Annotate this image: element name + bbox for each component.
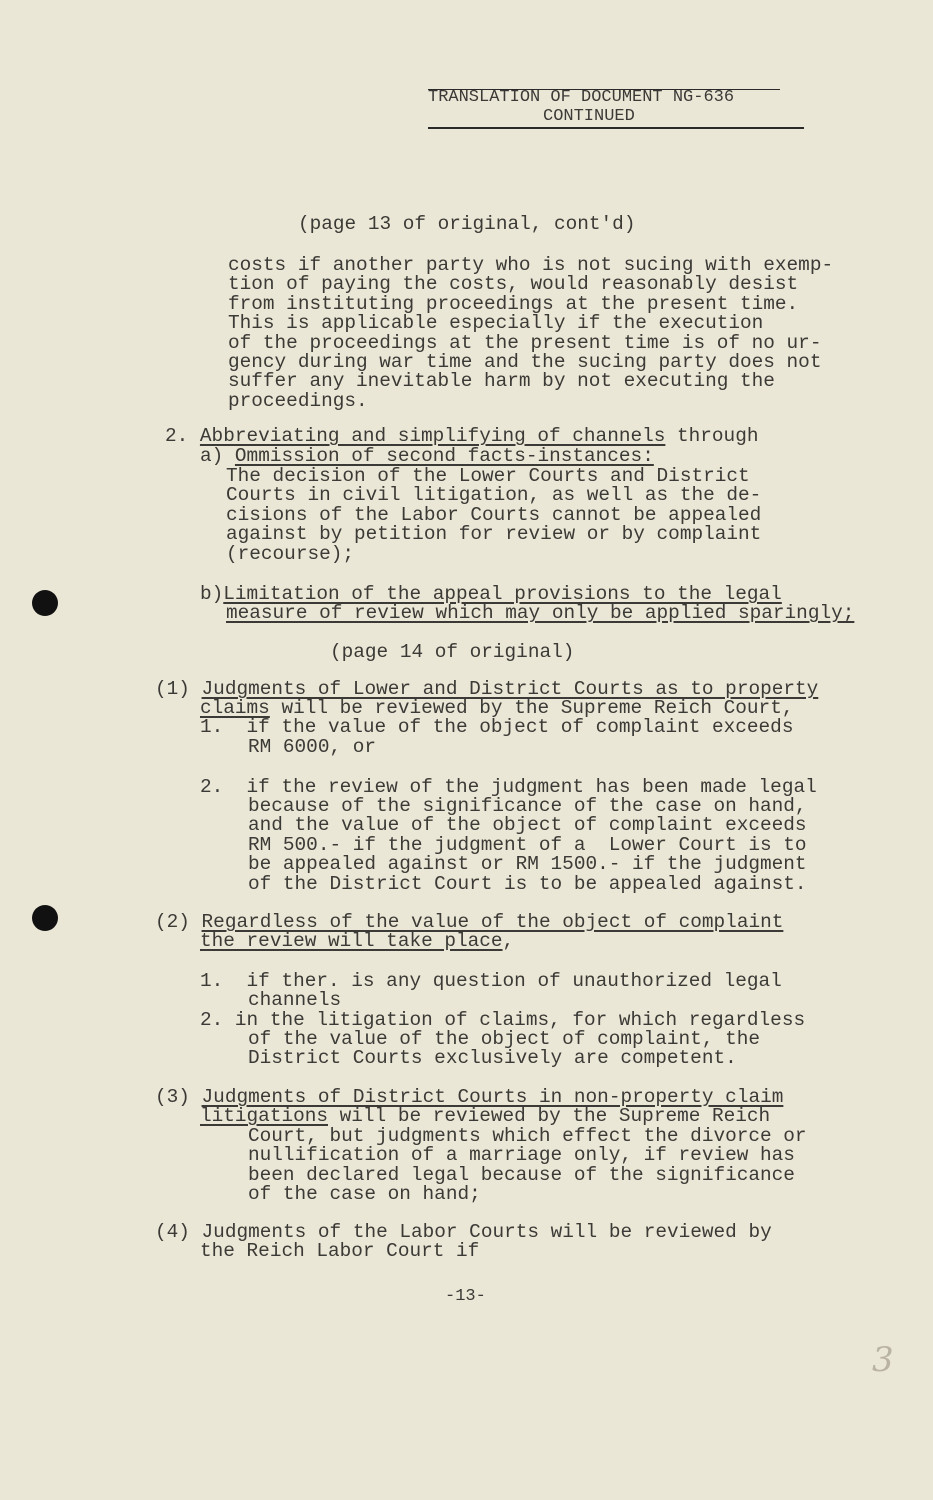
page-marker-14: (page 14 of original) (330, 641, 575, 663)
text-line (200, 447, 654, 466)
text-line: 1. if ther. is any question of unauthorized legal (200, 970, 782, 992)
underlined-text: litigations (200, 1105, 328, 1127)
text-line: tion of paying the costs, would reasonably desist (228, 273, 799, 296)
text-line: against by petition for review or by complaint (226, 523, 762, 546)
underlined-text: Judgments of District Courts in non-property claim (201, 1086, 784, 1108)
underlined-text: the review will take place (200, 930, 503, 952)
text-line: from instituting proceedings at the present time. (228, 292, 799, 315)
page-number: -13- (445, 1287, 486, 1306)
section-1-heading-cont (200, 699, 793, 738)
page-marker-13: (page 13 of original, cont'd) (298, 213, 636, 235)
text-line: nullification of a marriage only, if review has (248, 1144, 795, 1167)
underlined-text: Judgments of Lower and District Courts as to property (201, 678, 819, 700)
text-line: This is applicable especially if the execution (228, 312, 764, 335)
text-line: be appealed against or RM 1500.- if the judgment (248, 853, 807, 876)
text-line: proceedings. (228, 389, 368, 412)
section-3-cont (248, 1127, 807, 1205)
text-line (226, 604, 854, 623)
text-line: channels (248, 989, 342, 1011)
text-segment: will be reviewed by the Supreme Reich (328, 1105, 771, 1127)
underlined-text: Ommission of second facts-instances: (234, 445, 654, 467)
text-segment: a) (200, 445, 235, 467)
text-line: (recourse); (226, 542, 354, 565)
section-2-item-2-cont (248, 1030, 760, 1069)
section-1-item-2-cont (248, 797, 807, 894)
item-2a-heading (200, 447, 654, 466)
text-line: and the value of the object of complaint exceeds (248, 814, 807, 837)
para-costs (228, 256, 833, 411)
underlined-text: measure of review which may only be applied sparingly; (226, 602, 855, 624)
text-line: gency during war time and the sucing party does not (228, 350, 822, 373)
text-segment: (1) (155, 678, 202, 700)
text-line: of the case on hand; (248, 1183, 481, 1206)
text-segment: b) (200, 583, 224, 605)
text-line: The decision of the Lower Courts and District (226, 465, 750, 487)
text-line: Courts in civil litigation, as well as the de- (226, 484, 762, 507)
item-2a-body (226, 467, 761, 564)
text-line (200, 932, 514, 951)
text-line (165, 427, 758, 446)
text-segment: (3) (155, 1086, 202, 1108)
text-segment: , (502, 930, 515, 952)
section-4-cont (200, 1242, 479, 1261)
section-2-heading-cont (200, 932, 514, 951)
text-line: costs if another party who is not sucing with exemp- (228, 254, 834, 276)
text-segment: will be reviewed by the Supreme Reich Court, (269, 697, 794, 719)
section-2-item-1-cont (248, 991, 341, 1010)
underlined-text: Regardless of the value of the object of complaint (201, 911, 784, 933)
text-line: of the proceedings at the present time is of no ur- (228, 331, 822, 354)
text-line: 2. if the review of the judgment has been made legal (200, 776, 817, 798)
header-subtitle: CONTINUED (543, 107, 635, 126)
text-line: been declared legal because of the significance (248, 1163, 795, 1186)
underlined-text: claims (200, 697, 270, 719)
item-2-heading (165, 427, 758, 446)
text-line: of the value of the object of complaint, the (248, 1028, 760, 1050)
text-segment: through (665, 425, 759, 447)
underlined-text: Abbreviating and simplifying of channels (199, 425, 666, 447)
text-line: (4) Judgments of the Labor Courts will be reviewed by (155, 1221, 772, 1243)
text-line: RM 500.- if the judgment of a Lower Court is to (248, 833, 807, 856)
item-2b-cont (226, 604, 854, 623)
punch-hole-top (32, 590, 58, 616)
text-line: 2. in the litigation of claims, for which regardless (200, 1009, 806, 1031)
text-line: because of the significance of the case on hand, (248, 795, 807, 817)
text-line: cisions of the Labor Courts cannot be appealed (226, 503, 762, 526)
handwritten-page-mark: 3 (872, 1340, 894, 1380)
text-line: suffer any inevitable harm by not executing the (228, 370, 775, 393)
underlined-text: Limitation of the appeal provisions to the legal (223, 583, 782, 605)
text-line: District Courts exclusively are competent. (248, 1047, 737, 1070)
text-segment: (2) (155, 911, 202, 933)
text-line: RM 6000, or (248, 736, 376, 758)
text-line: 1. if the value of the object of complaint exceeds (200, 716, 794, 739)
text-line: Court, but judgments which effect the divorce or (248, 1125, 807, 1147)
header-bottom-rule (428, 127, 804, 129)
header-title: TRANSLATION OF DOCUMENT NG-636 (428, 88, 735, 107)
text-line (200, 1107, 770, 1126)
section-3-heading-cont (200, 1107, 770, 1126)
text-line: of the District Court is to be appealed against. (248, 872, 807, 895)
punch-hole-bottom (32, 905, 58, 931)
text-line: the Reich Labor Court if (200, 1240, 480, 1262)
section-1-item-1-cont (248, 738, 376, 757)
text-segment: 2. (165, 425, 200, 447)
